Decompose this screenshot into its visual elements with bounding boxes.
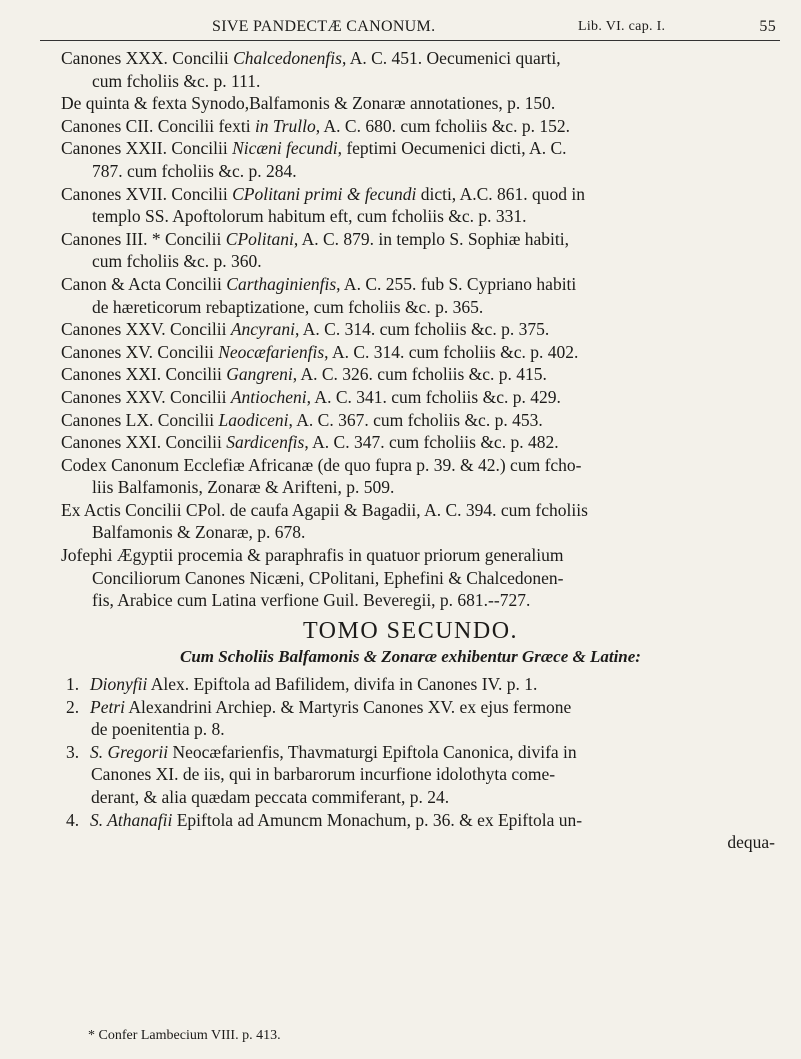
entry-line: Canones XVII. Concilii CPolitani primi & fecundi dicti, A.C. 861. quod in xyxy=(61,183,586,204)
canon-entry xyxy=(0,92,801,115)
entry-line: de hæreticorum rebaptizatione, cum fcholiis &c. p. 365. xyxy=(92,296,484,317)
italic-name: CPolitani xyxy=(225,228,294,249)
numbered-item-line: Canones XI. de iis, qui in barbarorum incurfione idolothyta come- xyxy=(91,764,556,785)
entry-line: De quinta & fexta Synodo,Balfamonis & Zonaræ annotationes, p. 150. xyxy=(61,93,556,114)
entry-line: Canones XXI. Concilii Sardicenfis, A. C. 347. cum fcholiis &c. p. 482. xyxy=(61,432,559,453)
canon-entry xyxy=(0,47,801,92)
numbered-item-line: derant, & alia quædam peccata commiferant, p. 24. xyxy=(91,787,450,807)
numbered-item xyxy=(0,673,801,696)
catchword: dequa- xyxy=(727,832,775,853)
canon-entry xyxy=(0,318,801,341)
italic-name: Neocæfarienfis xyxy=(218,341,325,362)
italic-name: Gangreni xyxy=(226,364,293,385)
canon-entry xyxy=(0,183,801,228)
entry-line: cum fcholiis &c. p. 360. xyxy=(92,251,262,272)
entry-line: Canones XXI. Concilii Gangreni, A. C. 326. cum fcholiis &c. p. 415. xyxy=(61,364,547,385)
canon-entry xyxy=(0,363,801,386)
item-number: 3. xyxy=(66,741,80,762)
italic-name: Laodiceni xyxy=(218,409,289,430)
numbered-item-line: 1. Dionyfii Alex. Epiftola ad Bafilidem, divifa in Canones IV. p. 1. xyxy=(66,674,538,695)
numbered-item-line: 2. Petri Alexandrini Archiep. & Martyris Canones XV. ex ejus fermone xyxy=(66,696,572,717)
tomo-heading: TOMO SECUNDO. xyxy=(302,617,519,644)
italic-name: Sardicenfis xyxy=(226,432,305,453)
entry-line: Balfamonis & Zonaræ, p. 678. xyxy=(92,522,306,543)
canon-entry xyxy=(0,273,801,318)
footnote: * Confer Lambecium VIII. p. 413. xyxy=(88,1028,281,1043)
italic-name: CPolitani primi & fecundi xyxy=(232,183,417,204)
running-head-reference: Lib. VI. cap. I. xyxy=(578,19,666,34)
entry-line: Canones XXX. Concilii Chalcedonenfis, A. C. 451. Oecumenici quarti, xyxy=(61,48,561,68)
canon-entry xyxy=(0,341,801,364)
numbered-item-line: 3. S. Gregorii Neocæfarienfis, Thavmaturgi Epiftola Canonica, divifa in xyxy=(66,741,577,762)
entry-line: Jofephi Ægyptii procemia & paraphrafis in quatuor priorum generalium xyxy=(61,545,564,566)
canon-entry xyxy=(0,386,801,409)
running-head-title: SIVE PANDECTÆ CANONUM. xyxy=(212,18,436,35)
page-number: 55 xyxy=(759,18,776,35)
canon-entry xyxy=(0,115,801,138)
running-head xyxy=(40,16,780,40)
item-number: 4. xyxy=(66,809,80,830)
entry-line: templo SS. Apoftolorum habitum eft, cum fcholiis &c. p. 331. xyxy=(92,206,527,227)
numbered-item xyxy=(0,809,801,854)
item-number: 1. xyxy=(66,674,80,695)
header-rule xyxy=(40,40,780,41)
italic-name: in Trullo xyxy=(254,115,316,136)
page-body xyxy=(0,47,801,854)
entry-line: fis, Arabice cum Latina verfione Guil. Beveregii, p. 681.--727. xyxy=(92,590,531,611)
numbered-item-line: de poenitentia p. 8. xyxy=(91,719,225,740)
entry-line: Canones XXV. Concilii Antiocheni, A. C. 341. cum fcholiis &c. p. 429. xyxy=(61,386,561,407)
entry-line: Canones III. * Concilii CPolitani, A. C. 879. in templo S. Sophiæ habiti, xyxy=(61,228,569,249)
italic-name: Chalcedonenfis xyxy=(233,48,342,68)
entry-line: Canones CII. Concilii fexti in Trullo, A. C. 680. cum fcholiis &c. p. 152. xyxy=(61,115,570,136)
entry-line: Canon & Acta Concilii Carthaginienfis, A. C. 255. fub S. Cypriano habiti xyxy=(61,273,577,294)
italic-name: S. Gregorii xyxy=(90,741,169,762)
item-number: 2. xyxy=(66,696,80,717)
canon-entry xyxy=(0,544,801,612)
entry-line: Ex Actis Concilii CPol. de caufa Agapii & Bagadii, A. C. 394. cum fcholiis xyxy=(61,499,588,520)
entry-line: Conciliorum Canones Nicæni, CPolitani, Ephefini & Chalcedonen- xyxy=(92,567,564,588)
italic-name: Dionyfii xyxy=(90,674,148,695)
entry-line: liis Balfamonis, Zonaræ & Arifteni, p. 509. xyxy=(92,477,395,498)
canon-entry xyxy=(0,499,801,544)
canon-entry xyxy=(0,454,801,499)
italic-name: Petri xyxy=(90,696,125,717)
numbered-item xyxy=(0,696,801,741)
entry-line: Canones XXV. Concilii Ancyrani, A. C. 314. cum fcholiis &c. p. 375. xyxy=(61,319,550,340)
italic-name: Ancyrani xyxy=(230,319,295,340)
entry-line: 787. cum fcholiis &c. p. 284. xyxy=(92,160,297,181)
entry-line: Canones XV. Concilii Neocæfarienfis, A. C. 314. cum fcholiis &c. p. 402. xyxy=(61,341,579,362)
italic-name: S. Athanafii xyxy=(90,809,173,830)
section-subheading: Cum Scholiis Balfamonis & Zonaræ exhibentur Græce & Latine: xyxy=(180,647,641,667)
numbered-item-line: 4. S. Athanafii Epiftola ad Amuncm Monachum, p. 36. & ex Epiftola un- xyxy=(66,809,583,830)
entry-line: Canones XXII. Concilii Nicæni fecundi, feptimi Oecumenici dicti, A. C. xyxy=(61,138,567,159)
italic-name: Carthaginienfis xyxy=(226,273,337,294)
canon-entry xyxy=(0,431,801,454)
entry-line: Canones LX. Concilii Laodiceni, A. C. 367. cum fcholiis &c. p. 453. xyxy=(61,409,543,430)
canon-entry xyxy=(0,137,801,182)
canon-entry xyxy=(0,228,801,273)
entry-line: cum fcholiis &c. p. 111. xyxy=(92,70,261,91)
italic-name: Antiocheni xyxy=(230,386,307,407)
canon-entry xyxy=(0,409,801,432)
italic-name: Nicæni fecundi xyxy=(232,138,338,159)
entry-line: Codex Canonum Ecclefiæ Africanæ (de quo fupra p. 39. & 42.) cum fcho- xyxy=(61,454,582,475)
numbered-item xyxy=(0,741,801,809)
